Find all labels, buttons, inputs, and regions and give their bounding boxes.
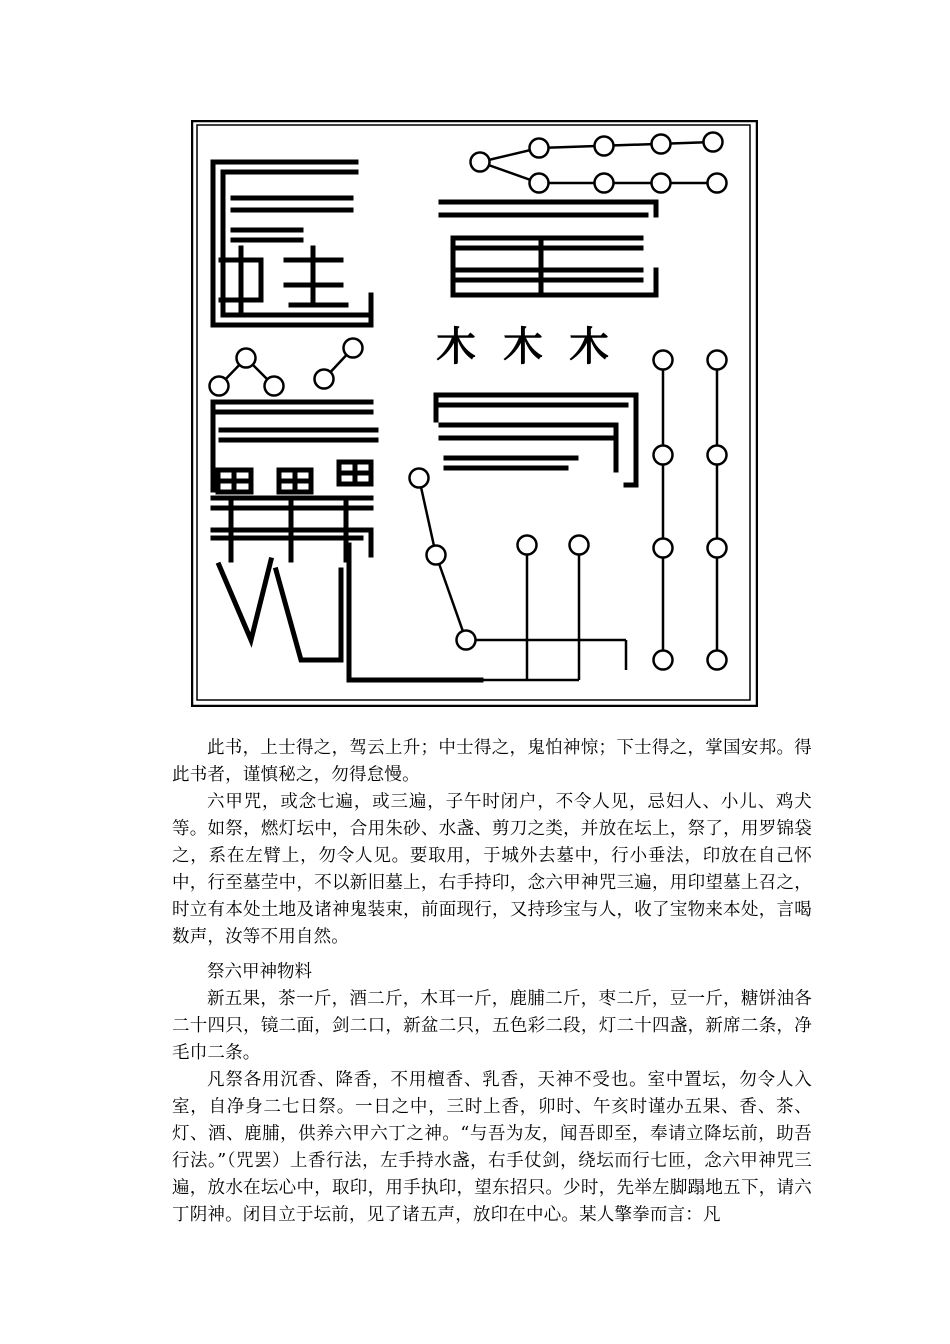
right-upper-glyph xyxy=(441,202,656,295)
paragraph-1-text: 此书，上士得之，驾云上升；中士得之，鬼怕神惊；下士得之，掌国安邦。得此书者，谨慎秘之，勿得怠慢。 xyxy=(172,738,812,785)
star-group-middle-left xyxy=(210,339,363,396)
paragraph-1 xyxy=(172,735,812,789)
mu-glyph-2: 木 xyxy=(503,324,543,370)
paragraph-2 xyxy=(172,789,812,951)
paragraph-3 xyxy=(172,986,812,1067)
right-middle-glyph xyxy=(436,395,636,485)
paragraph-4 xyxy=(172,1067,812,1229)
section-heading: 祭六甲神物料 xyxy=(207,962,312,982)
mu-glyph-1: 木 xyxy=(436,324,476,370)
paragraph-2-text: 六甲咒，或念七遍，或三遍，子午时闭户，不令人见，忌妇人、小儿、鸡犬等。如祭，燃灯坛中，合用朱砂、水盏、剪刀之类，并放在坛上，祭了，用罗锦袋之，系在左臂上，勿令人见。要取用，于城外去墓中，行小垂法，印放在自己怀中，行至墓茔中，不以新旧墓上，右手持印，念六甲神咒三遍，用印望墓上召之，时立有本处土地及诸神鬼装束，前面现行，又持珍宝与人，收了宝物来本处，言喝数声，汝等不用自然。 xyxy=(172,792,812,947)
talisman-diagram xyxy=(191,120,758,707)
lower-left-glyph xyxy=(213,402,481,680)
mu-glyph-row xyxy=(436,324,609,370)
star-network-nodes xyxy=(410,351,727,670)
star-chain-top xyxy=(471,133,727,193)
mu-glyph-3: 木 xyxy=(569,324,609,370)
paragraph-3-text: 新五果，茶一斤，酒二斤，木耳一斤，鹿脯二斤，枣二斤，豆一斤，糖饼油各二十四只，镜二面，剑二口，新盆二只，五色彩二段，灯二十四盏，新席二条，净毛巾二条。 xyxy=(172,989,812,1063)
left-glyph xyxy=(213,162,371,325)
paragraph-4-text: 凡祭各用沉香、降香，不用檀香、乳香，天神不受也。室中置坛，勿令人入室，自净身二七日祭。一日之中，三时上香，卯时、午亥时谨办五果、香、茶、灯、酒、鹿脯，供养六甲六丁之神。“与吾为友，闻吾即至，奉请立降坛前，助吾行法。”（咒罢）上香行法，左手持水盏，右手仗剑，绕坛而行七匝，念六甲神咒三遍，放水在坛心中，取印，用手执印，望东招只。少时，先举左脚蹋地五下，请六丁阴神。闭目立于坛前，见了诸五声，放印在中心。某人擎拳而言：凡 xyxy=(172,1070,812,1225)
